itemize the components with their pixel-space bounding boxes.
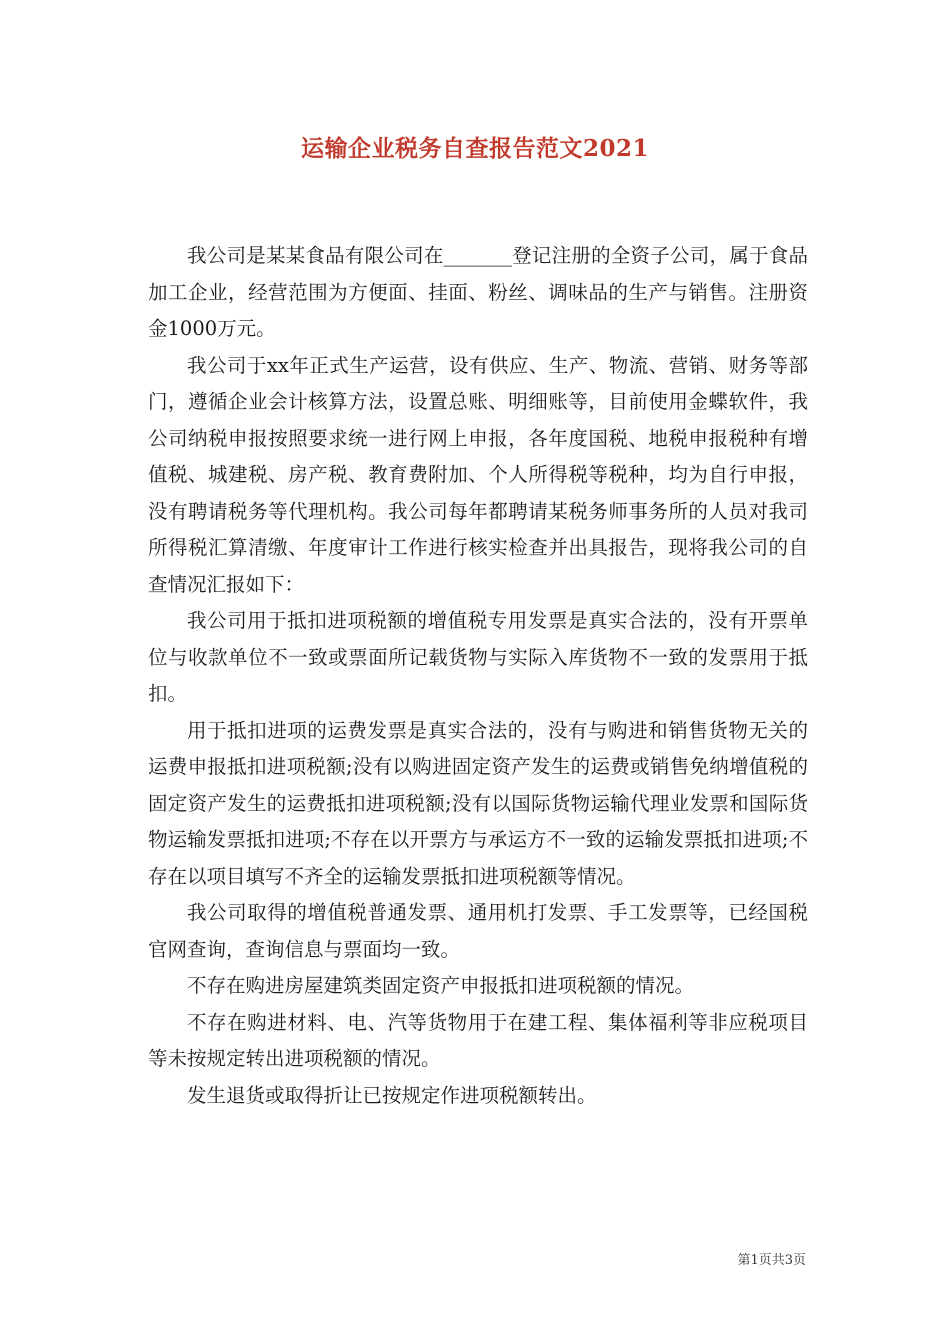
document-body: [148, 238, 808, 1114]
paragraph-7: 不存在购进材料、电、汽等货物用于在建工程、集体福利等非应税项目等未按规定转出进项税额的情况。: [148, 1010, 808, 1070]
page-number: 第1页共3页: [737, 1253, 806, 1268]
paragraph-1: 我公司是某某食品有限公司在_______登记注册的全资子公司，属于食品加工企业，经营范围为方便面、挂面、粉丝、调味品的生产与销售。注册资金1000万元。: [148, 244, 808, 340]
paragraph-6: 不存在购进房屋建筑类固定资产申报抵扣进项税额的情况。: [187, 974, 695, 997]
paragraph-4: 用于抵扣进项的运费发票是真实合法的，没有与购进和销售货物无关的运费申报抵扣进项税额;没有以购进固定资产发生的运费或销售免纳增值税的固定资产发生的运费抵扣进项税额;没有以国际货物运输代理业发票和国际货物运输发票抵扣进项;不存在以开票方与承运方不一致的运输发票抵扣进项;不存在以项目填写不齐全的运输发票抵扣进项税额等情况。: [148, 718, 808, 888]
document-title: 运输企业税务自查报告范文2021: [300, 135, 649, 162]
paragraph-2: 我公司于xx年正式生产运营，设有供应、生产、物流、营销、财务等部门，遵循企业会计核算方法，设置总账、明细账等，目前使用金蝶软件，我公司纳税申报按照要求统一进行网上申报，各年度国税、地税申报税种有增值税、城建税、房产税、教育费附加、个人所得税等税种，均为自行申报，没有聘请税务等代理机构。我公司每年都聘请某税务师事务所的人员对我司所得税汇算清缴、年度审计工作进行核实检查并出具报告，现将我公司的自查情况汇报如下：: [148, 353, 808, 596]
paragraph-8: 发生退货或取得折让已按规定作进项税额转出。: [187, 1083, 597, 1107]
paragraph-3: 我公司用于抵扣进项税额的增值税专用发票是真实合法的，没有开票单位与收款单位不一致或票面所记载货物与实际入库货物不一致的发票用于抵扣。: [148, 609, 808, 705]
paragraph-5: 我公司取得的增值税普通发票、通用机打发票、手工发票等，已经国税官网查询，查询信息与票面均一致。: [148, 901, 808, 961]
